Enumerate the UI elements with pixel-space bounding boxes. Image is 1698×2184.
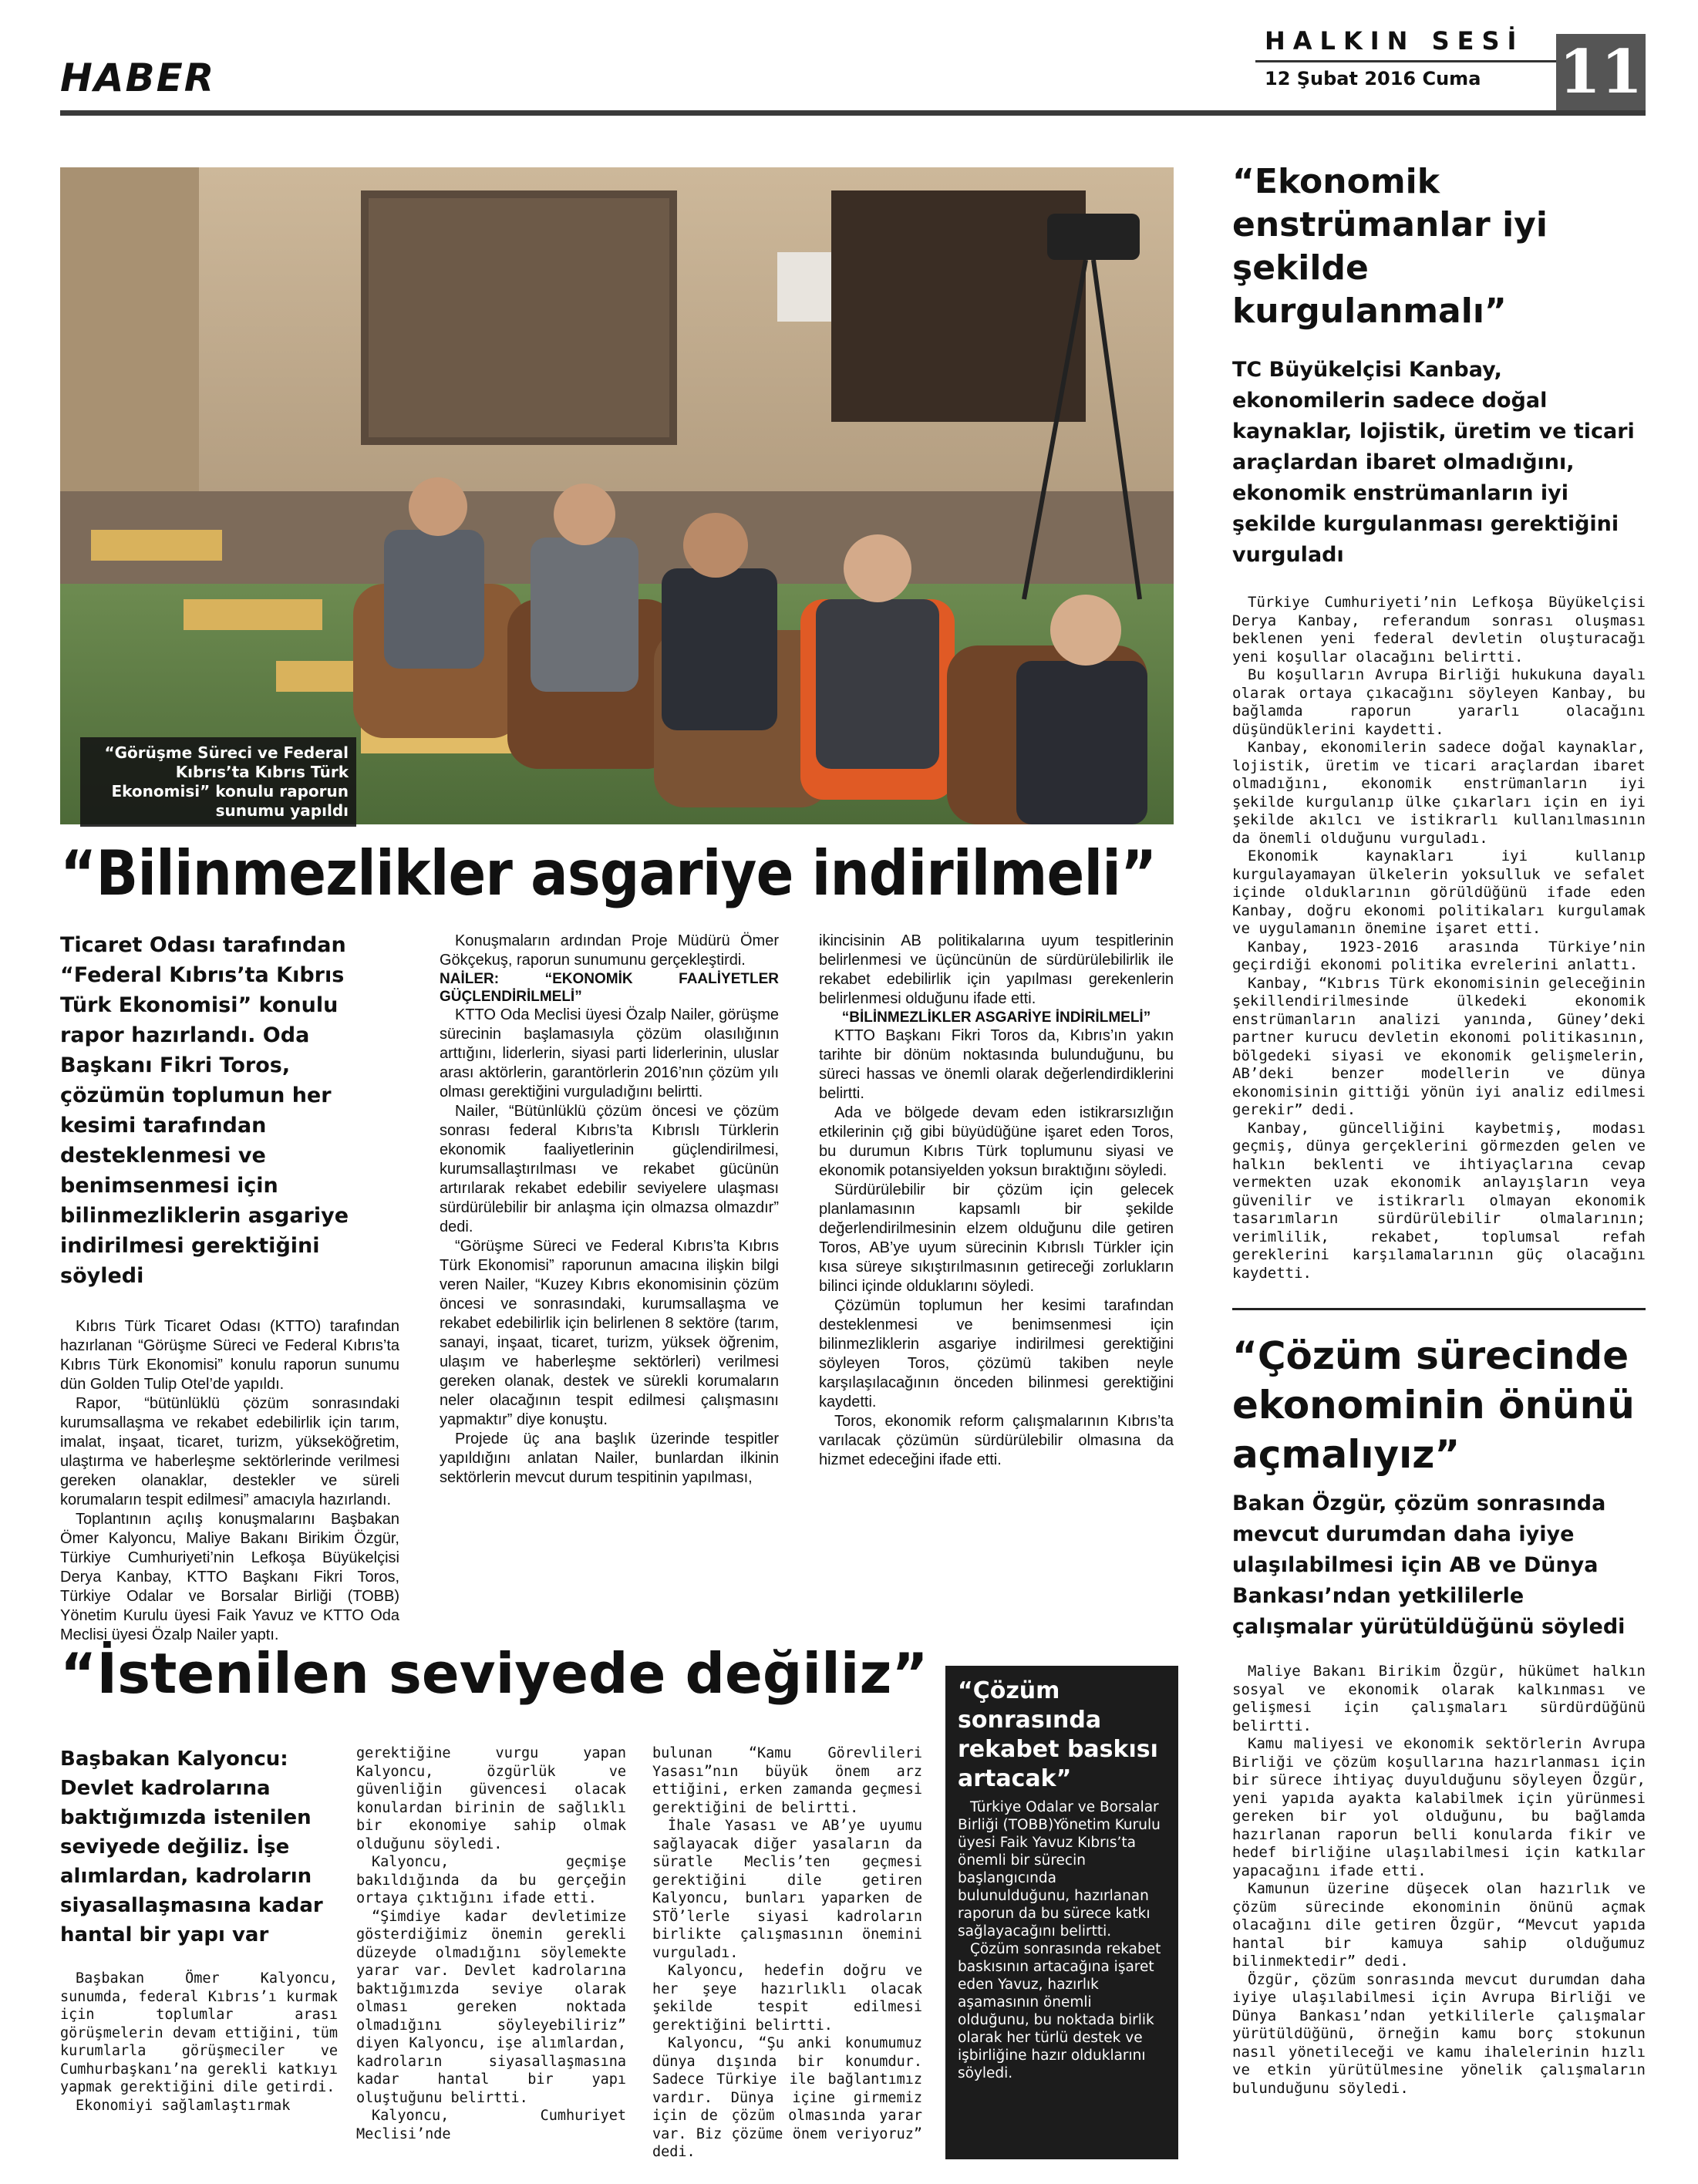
paragraph: bulunan “Kamu Görevlileri Yasası”nın büyük önem arz ettiğini, erken zamanda geçmesi gerektiğini de belirtti. (652, 1745, 922, 1816)
paragraph: Sürdürülebilir bir çözüm için gelecek planlamasının kapsamlı bir şekilde değerlendirilmesinin elzem olduğunu dile getiren Toros, AB’ye uyum sürecinin Kıbrıslı Türkler için kısa süreye sıkıştırılmasının getireceği zorlukların bilinci içinde olduklarını söyledi. (819, 1181, 1174, 1295)
paragraph: Ekonomik kaynakları iyi kullanıp kurgulayamayan ülkelerin yoksulluk ve sefalet içinde olduklarının görüldüğünü ifade eden Kanbay, doğru ekonomi politikaları kurgulamak ve uygulamanın önemine işaret etti. (1232, 848, 1646, 937)
main-story-col-2 (440, 932, 779, 1488)
paragraph: Ada ve bölgede devam eden istikrarsızlığın etkilerinin çığ gibi büyüdüğüne işaret eden Toros, bu durumun Kıbrıs Türk toplumunu siyasi ve ekonomik potansiyelden yoksun bıraktığını söyledi. (819, 1104, 1174, 1179)
paragraph: İhale Yasası ve AB’ye uyumu sağlayacak diğer yasaların da süratle Meclis’ten geçmesi gerektiğini dile getiren Kalyoncu, bunları yaparken de STÖ’lerle siyasi kadroların birlikte çalışmasının önemini vurguladı. (652, 1818, 922, 1961)
main-headline: “Bilinmezlikler asgariye indirilmeli” (60, 838, 1157, 909)
right-story-1-body (1232, 594, 1646, 1282)
paragraph: Kamunun üzerine düşecek olan hazırlık ve çözüm sürecinde ekonominin önünü açmak olacağını dile getiren Özgür, “Mevcut yapıda hantal bir kamuya sahip olduğumuz bilinmektedir” dedi. (1232, 1880, 1646, 1970)
column-divider (1232, 1308, 1646, 1310)
paragraph: Kanbay, güncelliğini kaybetmiş, modası geçmiş, dünya gerçeklerini görmezden gelen ve halkın beklenti ve ihtiyaçlarına cevap vermekten uzak ekonomik anlayışların veya güvenilir ve istikrarlı olmayan ekonomik tasarımların sürdürülebilir olmalarının; verimlilik, rekabet, toplumsal refah gereklerini karşılamalarının güç olacağını kaydetti. (1232, 1119, 1646, 1282)
subheading: “BİLİNMEZLİKLER ASGARİYE İNDİRİLMELİ” (841, 1009, 1151, 1026)
paragraph: Kalyoncu, Cumhuriyet Meclisi’nde (356, 2108, 626, 2142)
paragraph: Kalyoncu, hedefin doğru ve her şeye hazırlıklı olacak şekilde tespit edilmesi gerektiğini belirtti. (652, 1963, 922, 2034)
paragraph: Nailer, “Bütünlüklü çözüm öncesi ve çözüm sonrası federal Kıbrıs’ta Kıbrıslı Türklerin ekonomik faaliyetlerinin güçlendirilmesi, kurumsallaştırılması ve rekabet gücünün artırılarak rekabet edebilir seviyelere ulaşması sürdürülebilir bir anlaşma için olmazsa olmazdır” dedi. (440, 1103, 779, 1235)
paragraph: Başbakan Ömer Kalyoncu, sunumda, federal Kıbrıs’ı kurmak için toplumlar arası görüşmelerin devam ettiğini, tüm kurumlarla görüşmeciler ve Cumhurbaşkanı’na gerekli katkıyı yapmak gerektiğini dile getirdi. (60, 1970, 338, 2095)
paragraph: ikincisinin AB politikalarına uyum tespitlerinin belirlenmesi ve üçüncünün de sürdürülebilirlik ile rekabet edebilirlik için yapılması gerekenlerin belirlenmesi olduğunu ifade etti. (819, 932, 1174, 1007)
right-story-1 (1232, 160, 1646, 1282)
right-story-2 (1232, 1331, 1646, 2098)
bottom-headline: “İstenilen seviyede değiliz” (60, 1641, 928, 1706)
main-story-col-1 (60, 930, 399, 1645)
right-story-1-headline: “Ekonomik enstrümanlar iyi şekilde kurgulanmalı” (1232, 162, 1548, 331)
subheading: NAİLER: “EKONOMİK FAALİYETLER GÜÇLENDİRİLMELİ” (440, 971, 779, 1005)
paragraph: Kamu maliyesi ve ekonomik sektörlerin Avrupa Birliği ve çözüm koşullarına hazırlanması için bir sürece ihtiyaç duyulduğunu söyleyen Özgür, yeni yapıda ayakta kalabilmek için yürünmesi gereken bir yol olduğunu, bu bağlamda hazırlanan raporun belli konularda fikir ve hedef birliğine ulaşılabilmesi için katkılar yapacağını ifade etti. (1232, 1735, 1646, 1879)
paragraph: Özgür, çözüm sonrasında mevcut durumdan daha iyiye ulaşılabilmesi için Avrupa Birliği ve Dünya Bankası’ndan yetkililerle çalışmalar yürütüldüğünü, örneğin kamu borç stokunun nasıl yönetileceği ve kamu ihalelerinin hızlı ve etkin yürütülmesine yönelik çalışmaların bulunduğunu söyledi. (1232, 1970, 1646, 2097)
bottom-story-col-1-body (60, 1970, 338, 2115)
paragraph: Bu koşulların Avrupa Birliği hukukuna dayalı olarak ortaya çıkacağını söyleyen Kanbay, bu bağlamda raporun yararlı olacağını düşündüklerini kaydetti. (1232, 666, 1646, 738)
paragraph: Çözümün toplumun her kesimi tarafından desteklenmesi ve benimsenmesi için bilinmezliklerin asgariye indirilmesi gerektiğini söyleyen Toros, çözümü takiben neyle karşılaşılacağının önceden bilinmesi gerektiğini kaydetti. (819, 1297, 1174, 1410)
right-story-1-lead: TC Büyükelçisi Kanbay, ekonomilerin sadece doğal kaynaklar, lojistik, üretim ve ticari araçlardan ibaret olmadığını, ekonomik enstrümanların iyi şekilde kurgulanması gerektiğini vurguladı (1232, 358, 1635, 567)
paragraph: Toplantının açılış konuşmalarını Başbakan Ömer Kalyoncu, Maliye Bakanı Birikim Özgür, Türkiye Cumhuriyeti’nin Lefkoşa Büyükelçisi Derya Kanbay, KTTO Başkanı Fikri Toros, Türkiye Odalar ve Borsalar Birliği (TOBB) Yönetim Kurulu üyesi Faik Yavuz ve KTTO Oda Meclisi üyesi Özalp Nailer yaptı. (60, 1511, 399, 1643)
paragraph: Kalyoncu, “Şu anki konumumuz dünya dışında bir konumdur. Sadece Türkiye ile bağlantımız vardır. Dünya içine girmemiz için de çözüm olmasında yarar var. Biz çözüme önem veriyoruz” dedi. (652, 2035, 922, 2160)
bottom-story-col-1 (60, 1744, 338, 2115)
paragraph: Maliye Bakanı Birikim Özgür, hükümet halkın sosyal ve ekonomik olarak kalkınması ve gelişmesi için çalışmaları sürdürdüğünü belirtti. (1232, 1663, 1646, 1734)
paragraph: Kanbay, 1923-2016 arasında Türkiye’nin geçirdiği ekonomi politika evrelerini anlattı. (1232, 938, 1646, 973)
paragraph: Rapor, “bütünlüklü çözüm sonrasındaki kurumsallaşma ve rekabet edebilirlik için tarım, imalat, inşaat, ticaret, turizm, yükseköğretim, ulaştırma ve haberleşme sektörlerinde verilmesi gereken olanaklar, destekler ve süreli korumaların tespit edilmesi” amacıyla hazırlandı. (60, 1395, 399, 1508)
main-story-col-1-body (60, 1317, 399, 1645)
paragraph: Konuşmaların ardından Proje Müdürü Ömer Gökçekuş, raporun sunumunu gerçekleştirdi. (440, 932, 779, 969)
main-story-col-3 (819, 932, 1174, 1470)
conference-photo-illustration (60, 167, 1174, 824)
sidebar-box (945, 1666, 1178, 2159)
paragraph: Projede üç ana başlık üzerinde tespitler yapıldığını anlatan Nailer, bunlardan ilkinin sektörlerin mevcut durum tespitinin yapılması, (440, 1431, 779, 1486)
sidebar-box-headline: “Çözüm sonrasında rekabet baskısı artacak” (958, 1677, 1158, 1792)
sidebar-box-body (945, 1798, 1178, 2082)
paragraph: Toros, ekonomik reform çalışmalarının Kıbrıs’ta varılacak çözümün sürdürülebilir olmasına da hizmet edeceğini ifade etti. (819, 1413, 1174, 1468)
right-story-2-body (1232, 1663, 1646, 2098)
paragraph: KTTO Başkanı Fikri Toros da, Kıbrıs’ın yakın tarihte bir dönüm noktasında bulunduğunu, bu süreci hassas ve önemli olarak değerlendirdiklerini belirtti. (819, 1027, 1174, 1102)
paragraph: Kalyoncu, geçmişe bakıldığında da bu gerçeğin ortaya çıktığını ifade etti. (356, 1854, 626, 1906)
paragraph: KTTO Oda Meclisi üyesi Özalp Nailer, görüşme sürecinin başlamasıyla çözüm olasılığının arttığını, liderlerin, siyasi parti liderlerinin, uluslar arası aktörlerin, garantörlerin 2016’nın çözüm yılı olması gerektiğini vurguladığını belirtti. (440, 1006, 779, 1100)
header-rule (60, 110, 1646, 116)
right-story-2-headline: “Çözüm sürecinde ekonominin önünü açmalıyız” (1232, 1333, 1635, 1477)
bottom-story-col-2 (356, 1744, 626, 2143)
paragraph: Türkiye Odalar ve Borsalar Birliği (TOBB)Yönetim Kurulu üyesi Faik Yavuz Kıbrıs’ta önemli bir sürecin başlangıcında bulunulduğunu, hazırlanan raporun da bu sürece katkı sağlayacağını belirtti. (958, 1799, 1161, 1940)
right-story-2-lead: Bakan Özgür, çözüm sonrasında mevcut durumdan daha iyiye ulaşılabilmesi için AB ve Dünya Bankası’ndan yetkililerle çalışmalar yürütüldüğünü söyledi (1232, 1491, 1626, 1639)
bottom-story-lead: Başbakan Kalyoncu: Devlet kadrolarına baktığımızda istenilen seviyede değiliz. İşe alımlardan, kadroların siyasallaşmasına kadar hantal bir yapı var (60, 1748, 323, 1946)
paragraph: Ekonomiyi sağlamlaştırmak (76, 2097, 291, 2114)
masthead-rule (1255, 60, 1556, 62)
paragraph: “Görüşme Süreci ve Federal Kıbrıs’ta Kıbrıs Türk Ekonomisi” raporunun amacına ilişkin bilgi veren Nailer, “Kuzey Kıbrıs ekonomisinin çözüm öncesi ve sonrasındaki, kurumsallaşma ve rekabet edebilirlik için belirlenen 8 sektöre (tarım, sanayi, inşaat, ticaret, turizm, yüksek öğrenim, ulaşım ve haberleşme sektörleri) verilmesi gereken olanak, destek ve sürekli korumaların neler olacağının tespit edilmesi çalışmasını yapmaktır” diye konuştu. (440, 1238, 779, 1428)
bottom-story-col-3 (652, 1744, 922, 2162)
paragraph: gerektiğine vurgu yapan Kalyoncu, özgürlük ve güvenliğin güvencesi olacak konulardan birinin de sağlıklı bir ekonomiye sahip olmak olduğunu söyledi. (356, 1745, 626, 1852)
paragraph: Türkiye Cumhuriyeti’nin Lefkoşa Büyükelçisi Derya Kanbay, referandum sonrası oluşması beklenen yeni federal devletin oluşturacağı yeni koşullar olacağını belirtti. (1232, 594, 1646, 666)
page-number: 11 (1556, 34, 1646, 111)
paragraph: Kıbrıs Türk Ticaret Odası (KTTO) tarafından hazırlanan “Görüşme Süreci ve Federal Kıbrıs’ta Kıbrıs Türk Ekonomisi” konulu raporun sunumu dün Golden Tulip Otel’de yapıldı. (60, 1318, 399, 1393)
issue-date: 12 Şubat 2016 Cuma (1265, 68, 1481, 89)
photo-caption: “Görüşme Süreci ve Federal Kıbrıs’ta Kıbrıs Türk Ekonomisi” konulu raporun sunumu yapıldı (80, 737, 356, 827)
publication-name: HALKIN SESİ (1265, 26, 1524, 56)
section-label: HABER (60, 56, 216, 100)
paragraph: “Şimdiye kadar devletimize gösterdiğimiz önemin gerekli düzeyde olmadığını söylemekte yarar var. Devlet kadrolarına baktığımızda seviye olarak olması gereken noktada olmadığını söyleyebiliriz” diyen Kalyoncu, işe alımlardan, kadroların siyasallaşmasına kadar hantal bir yapı oluştuğunu belirtti. (356, 1908, 626, 2106)
conference-photo (60, 167, 1174, 824)
main-story-lead: Ticaret Odası tarafından “Federal Kıbrıs’ta Kıbrıs Türk Ekonomisi” konulu rapor hazırlandı. Oda Başkanı Fikri Toros, çözümün toplumun her kesimi tarafından desteklenmesi ve benimsenmesi için bilinmezliklerin asgariye indirilmesi gerektiğini söyledi (60, 933, 349, 1288)
paragraph: Kanbay, ekonomilerin sadece doğal kaynaklar, lojistik, üretim ve ticari araçlardan ibaret olmadığını, ekonomik enstrümanların iyi şekilde kurgulanıp ülke çıkarları için en iyi şekilde akılcı ve istikrarlı kullanılmasının da önemli olduğunu vurguladı. (1232, 739, 1646, 847)
paragraph: Çözüm sonrasında rekabet baskısının artacağına işaret eden Yavuz, hazırlık aşamasının önemli olduğunu, bu noktada birlik olarak her türlü destek ve işbirliğine hazır olduklarını söyledi. (958, 1941, 1161, 2081)
paragraph: Kanbay, “Kıbrıs Türk ekonomisinin geleceğinin şekillendirilmesinde ülkedeki ekonomik enstrümanların analizi yanında, Güney’deki partner kurucu devletin ekonomi politikasının, bölgedeki siyasi ve ekonomik gelişmelerin, AB’deki benzer modellerin ve dünya ekonomisinin gittiği yönün iyi analiz edilmesi gerekir” dedi. (1232, 974, 1646, 1118)
